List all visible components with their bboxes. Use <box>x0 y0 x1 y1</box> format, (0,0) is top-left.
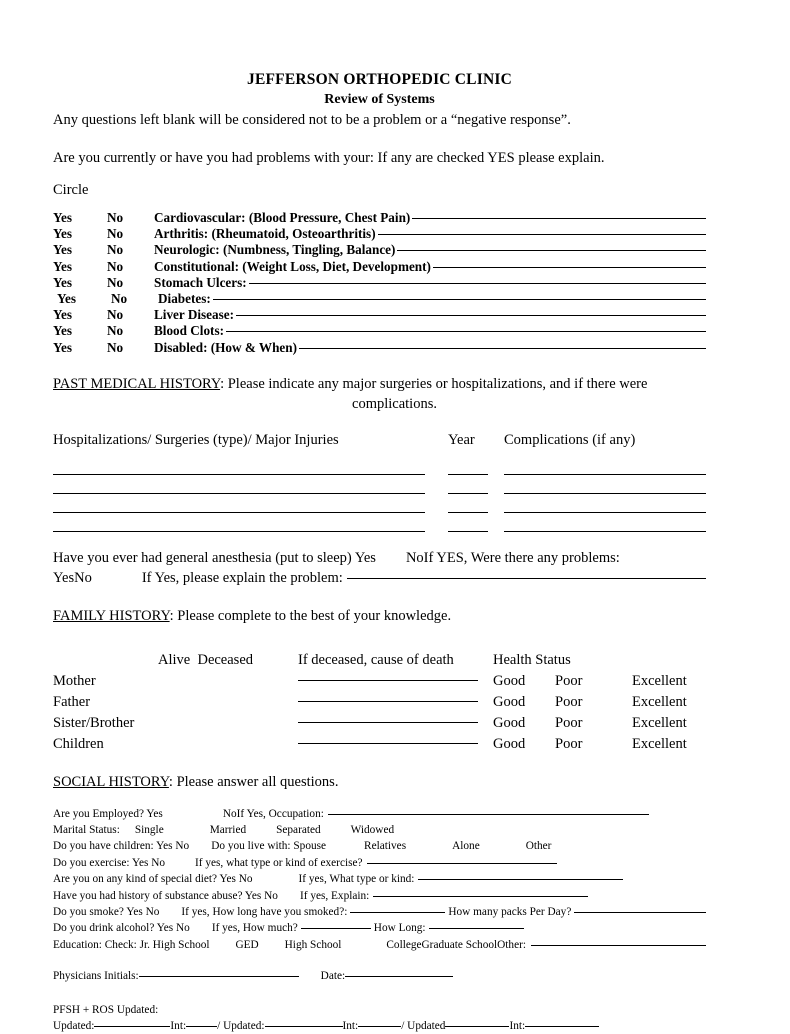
family-col-health-status: Health Status <box>493 651 571 668</box>
clinic-name: JEFFERSON ORTHOPEDIC CLINIC <box>247 71 512 88</box>
alcohol-amount-label: If yes, How much? <box>211 922 298 935</box>
ros-row <box>53 242 706 258</box>
ros-row <box>53 275 706 291</box>
anesthesia-explain-label: If Yes, please explain the problem: <box>141 569 343 586</box>
ros-yes-option[interactable]: Yes <box>53 210 73 225</box>
review-of-systems-list <box>53 210 706 356</box>
ros-item-label: Disabled: (How & When) <box>154 339 297 355</box>
date-label: Date: <box>320 970 346 983</box>
ros-row <box>53 307 706 323</box>
occupation-blank[interactable] <box>328 814 649 815</box>
smoking-question[interactable]: Do you smoke? Yes No <box>53 906 160 919</box>
circle-instruction: Circle <box>53 182 89 198</box>
ros-no-option[interactable]: No <box>111 290 128 306</box>
children-question[interactable]: Do you have children: Yes No <box>53 840 190 853</box>
employment-line <box>53 806 706 822</box>
pfsh-updated-label-2: / Updated: <box>217 1020 265 1033</box>
diet-followup-label: If yes, What type or kind: <box>298 873 415 886</box>
pmh-hospitalization-blank[interactable] <box>53 517 425 532</box>
family-status-good[interactable]: Good <box>493 735 526 752</box>
pmh-complications-blank[interactable] <box>504 498 706 513</box>
live-with-other[interactable]: Other <box>525 840 552 853</box>
pmh-year-blank[interactable] <box>448 498 488 513</box>
pmh-complications-blank[interactable] <box>504 479 706 494</box>
ros-no-option[interactable]: No <box>107 258 124 274</box>
education-option-high-school[interactable]: High School <box>284 938 342 951</box>
family-cause-blank[interactable] <box>298 729 478 744</box>
occupation-label: NoIf Yes, Occupation: <box>222 807 324 820</box>
pfsh-heading: PFSH + ROS Updated: <box>53 1003 159 1016</box>
ros-item-label: Liver Disease: <box>154 307 234 323</box>
pmh-instruction: Please indicate any major surgeries or hospitalizations, and if there were <box>224 375 648 392</box>
pmh-heading-underlined: PAST MEDICAL HISTORY <box>53 375 221 392</box>
ros-yes-option[interactable]: Yes <box>53 258 73 274</box>
social-history-instruction: Please answer all questions. <box>172 773 339 790</box>
education-line <box>53 937 706 953</box>
alcohol-question[interactable]: Do you drink alcohol? Yes No <box>53 922 190 935</box>
live-with-label[interactable]: Do you live with: Spouse <box>211 840 327 853</box>
ros-item-label: Cardiovascular: (Blood Pressure, Chest Pain) <box>154 210 411 225</box>
pfsh-updated-label-3: / Updated <box>401 1020 446 1033</box>
ros-yes-option[interactable]: Yes <box>57 290 77 306</box>
pmh-table <box>53 430 706 532</box>
pmh-year-blank[interactable] <box>448 517 488 532</box>
family-status-good[interactable]: Good <box>493 714 526 731</box>
exercise-line <box>53 855 706 871</box>
exercise-question[interactable]: Do you exercise: Yes No <box>53 856 166 869</box>
family-history-instruction: Please complete to the best of your knowledge. <box>173 607 452 624</box>
family-relation-label: Father <box>53 693 91 710</box>
family-relation-label: Mother <box>53 672 96 689</box>
pmh-hospitalization-blank[interactable] <box>53 460 425 475</box>
alcohol-duration-label: How Long: <box>373 922 426 935</box>
lead-question: Are you currently or have you had problems with your: If any are checked YES please explain. <box>53 150 605 166</box>
pfsh-int-label-3: Int: <box>509 1020 526 1033</box>
anesthesia-yes-no-option[interactable]: YesNo <box>53 569 92 586</box>
physicians-initials-blank[interactable] <box>139 976 299 977</box>
smoking-line <box>53 904 706 920</box>
date-blank[interactable] <box>345 976 453 977</box>
education-option-college-other[interactable]: CollegeGraduate SchoolOther: <box>386 938 526 951</box>
pmh-row <box>53 494 706 513</box>
pmh-column-headers <box>53 430 706 450</box>
ros-yes-option[interactable]: Yes <box>53 307 73 323</box>
family-history-heading <box>53 606 706 626</box>
substance-abuse-line <box>53 888 706 904</box>
form-body <box>53 70 706 1034</box>
ros-no-option[interactable]: No <box>107 210 124 225</box>
marital-status-line <box>53 822 706 838</box>
social-history-questions <box>53 806 706 954</box>
family-col-alive-deceased <box>158 650 298 670</box>
pmh-hospitalization-blank[interactable] <box>53 479 425 494</box>
family-history-heading-colon: : <box>169 607 174 624</box>
diet-question[interactable]: Are you on any kind of special diet? Yes No <box>53 873 253 886</box>
pmh-row <box>53 513 706 532</box>
anesthesia-question: Have you ever had general anesthesia (put to sleep) Yes <box>53 549 376 566</box>
pmh-row <box>53 456 706 475</box>
pfsh-int-label-1: Int: <box>170 1020 187 1033</box>
ros-answer-blank[interactable] <box>378 234 706 235</box>
education-label: Education: Check: Jr. High School <box>53 938 210 951</box>
family-cause-blank[interactable] <box>298 708 478 723</box>
social-history-heading-underlined: SOCIAL HISTORY <box>53 773 169 790</box>
smoking-packs-blank[interactable] <box>574 912 706 913</box>
family-status-poor[interactable]: Poor <box>555 735 583 752</box>
substance-followup-label: If yes, Explain: <box>299 889 370 902</box>
ros-no-option[interactable]: No <box>107 339 124 355</box>
family-cause-blank[interactable] <box>298 666 478 681</box>
pfsh-int-blank-2[interactable] <box>358 1026 401 1027</box>
substance-explain-blank[interactable] <box>373 896 588 897</box>
employment-question[interactable]: Are you Employed? Yes <box>53 807 163 820</box>
pfsh-int-label-2: Int: <box>342 1020 359 1033</box>
pmh-complications-blank[interactable] <box>504 517 706 532</box>
social-history-heading-colon: : <box>168 773 173 790</box>
pfsh-int-blank-3[interactable] <box>525 1026 599 1027</box>
spacer <box>53 588 706 606</box>
pfsh-int-blank-1[interactable] <box>186 1026 217 1027</box>
ros-answer-blank[interactable] <box>236 315 706 316</box>
ros-row <box>53 291 706 307</box>
ros-item-label: Stomach Ulcers: <box>154 274 247 290</box>
alcohol-line <box>53 920 706 936</box>
family-status-excellent[interactable]: Excellent <box>632 735 687 752</box>
ros-item-label: Diabetes: <box>158 290 211 306</box>
spacer <box>53 130 706 148</box>
ros-no-option[interactable]: No <box>107 323 124 339</box>
anesthesia-explain-line <box>53 568 706 588</box>
family-status-excellent[interactable]: Excellent <box>632 672 687 689</box>
ros-item-label: Arthritis: (Rheumatoid, Osteoarthritis) <box>154 226 376 242</box>
family-status-poor[interactable]: Poor <box>555 693 583 710</box>
ros-item-label: Neurologic: (Numbness, Tingling, Balance) <box>154 242 396 258</box>
alcohol-duration-blank[interactable] <box>429 928 524 929</box>
physicians-initials-label: Physicians Initials: <box>53 970 139 983</box>
ros-answer-blank[interactable] <box>213 299 706 300</box>
family-cause-blank[interactable] <box>298 687 478 702</box>
pmh-hospitalization-blank[interactable] <box>53 498 425 513</box>
pmh-instruction-line2: complications. <box>352 395 437 412</box>
spacer <box>53 356 706 374</box>
family-col-alive: Alive <box>158 651 191 668</box>
family-status-poor[interactable]: Poor <box>555 714 583 731</box>
form-title: Review of Systems <box>324 92 435 107</box>
anesthesia-question-line <box>53 548 706 568</box>
pmh-col-complications: Complications (if any) <box>504 431 636 448</box>
ros-yes-option[interactable]: Yes <box>53 274 73 290</box>
ros-answer-blank[interactable] <box>397 250 706 251</box>
spacer <box>53 626 706 650</box>
pmh-col-year: Year <box>448 431 475 448</box>
pmh-row <box>53 475 706 494</box>
pfsh-updated-blank-2[interactable] <box>265 1026 343 1027</box>
ros-item-label: Blood Clots: <box>154 323 224 339</box>
pfsh-section <box>53 1002 706 1034</box>
spacer <box>53 650 158 670</box>
live-with-relatives[interactable]: Relatives <box>364 840 407 853</box>
pmh-heading-colon: : <box>220 375 225 392</box>
marital-status-label: Marital Status: <box>53 824 120 837</box>
education-other-blank[interactable] <box>531 945 706 946</box>
smoking-duration-blank[interactable] <box>350 912 445 913</box>
substance-abuse-question[interactable]: Have you had history of substance abuse? Yes No <box>53 889 278 902</box>
marital-option-separated[interactable]: Separated <box>276 824 321 837</box>
ros-answer-blank[interactable] <box>299 348 706 349</box>
family-col-deceased: Deceased <box>197 651 254 668</box>
social-history-heading <box>53 772 706 792</box>
ros-no-option[interactable]: No <box>107 274 124 290</box>
anesthesia-no-if-yes: NoIf YES, Were there any problems: <box>405 549 620 566</box>
exercise-followup-label: If yes, what type or kind of exercise? <box>195 856 363 869</box>
ros-answer-blank[interactable] <box>433 267 706 268</box>
pmh-complications-blank[interactable] <box>504 460 706 475</box>
family-status-excellent[interactable]: Excellent <box>632 693 687 710</box>
ros-no-option[interactable]: No <box>107 226 124 242</box>
past-medical-history-heading <box>53 374 706 394</box>
anesthesia-section <box>53 548 706 588</box>
exercise-type-blank[interactable] <box>367 863 557 864</box>
ros-answer-blank[interactable] <box>249 283 706 284</box>
ros-yes-option[interactable]: Yes <box>53 323 73 339</box>
ros-answer-blank[interactable] <box>412 218 706 219</box>
ros-no-option[interactable]: No <box>107 307 124 323</box>
ros-yes-option[interactable]: Yes <box>53 242 73 258</box>
ros-row <box>53 226 706 242</box>
pfsh-updated-label-1: Updated: <box>53 1020 95 1033</box>
smoking-packs-label: How many packs Per Day? <box>448 906 572 919</box>
family-status-poor[interactable]: Poor <box>555 672 583 689</box>
alcohol-amount-blank[interactable] <box>301 928 371 929</box>
pmh-blank-rows <box>53 456 706 532</box>
anesthesia-explain-blank[interactable] <box>347 578 706 579</box>
disclaimer-text: Any questions left blank will be considered not to be a problem or a “negative response”. <box>53 112 571 128</box>
family-history-row <box>53 733 706 754</box>
physicians-initials-line <box>53 968 706 984</box>
family-relation-label: Children <box>53 735 104 752</box>
ros-row <box>53 323 706 339</box>
live-with-alone[interactable]: Alone <box>452 840 480 853</box>
family-col-cause-of-death: If deceased, cause of death <box>298 651 454 668</box>
children-line <box>53 838 706 854</box>
ros-answer-blank[interactable] <box>226 331 706 332</box>
marital-option-widowed[interactable]: Widowed <box>350 824 395 837</box>
family-relation-label: Sister/Brother <box>53 714 135 731</box>
marital-option-married[interactable]: Married <box>209 824 247 837</box>
pmh-year-blank[interactable] <box>448 460 488 475</box>
spacer <box>53 754 706 772</box>
smoking-duration-label: If yes, How long have you smoked?: <box>181 906 348 919</box>
ros-yes-option[interactable]: Yes <box>53 339 73 355</box>
diet-line <box>53 871 706 887</box>
family-status-good[interactable]: Good <box>493 672 526 689</box>
ros-no-option[interactable]: No <box>107 242 124 258</box>
education-option-ged[interactable]: GED <box>235 938 259 951</box>
ros-row <box>53 340 706 356</box>
spacer <box>53 168 706 180</box>
pfsh-updated-blank-3[interactable] <box>445 1026 509 1027</box>
ros-item-label: Constitutional: (Weight Loss, Diet, Development) <box>154 258 431 274</box>
pfsh-updated-blank-1[interactable] <box>94 1026 170 1027</box>
ros-row <box>53 210 706 226</box>
pmh-year-blank[interactable] <box>448 479 488 494</box>
pfsh-updated-line <box>53 1018 706 1034</box>
pmh-col-hospitalizations: Hospitalizations/ Surgeries (type)/ Major Injuries <box>53 431 339 448</box>
ros-row <box>53 259 706 275</box>
marital-option-single[interactable]: Single <box>134 824 164 837</box>
family-status-excellent[interactable]: Excellent <box>632 714 687 731</box>
family-status-good[interactable]: Good <box>493 693 526 710</box>
family-history-heading-underlined: FAMILY HISTORY <box>53 607 170 624</box>
ros-yes-option[interactable]: Yes <box>53 226 73 242</box>
diet-type-blank[interactable] <box>418 879 623 880</box>
